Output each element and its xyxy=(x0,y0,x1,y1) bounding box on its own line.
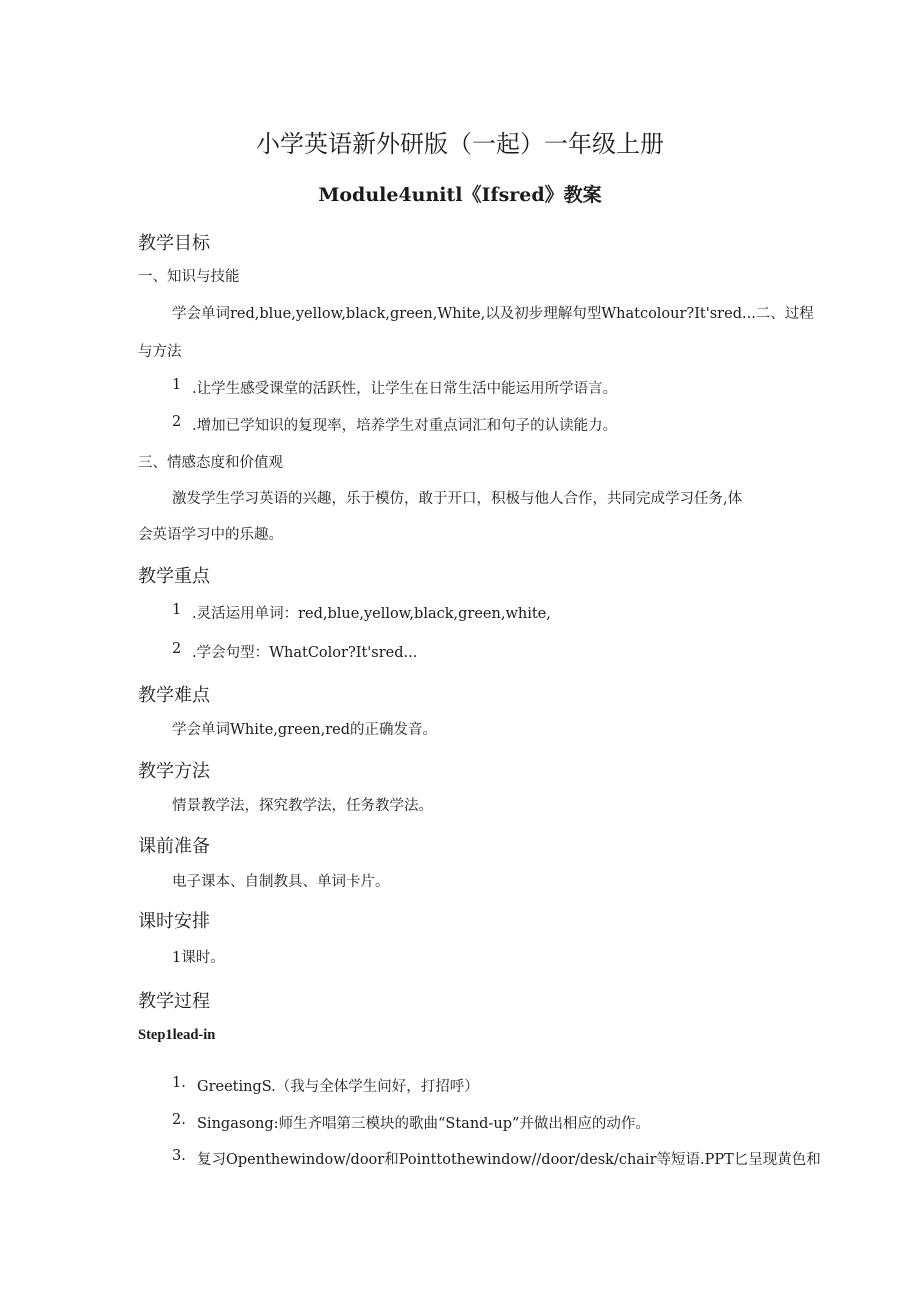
schedule-text: 1课时。 xyxy=(172,950,225,966)
objectives-part1-text-line1: 学会单词red,blue,yellow,black,green,White,以及初步理解句型Whatcolour?It'sred...二、过程 xyxy=(172,306,814,322)
keypoints-item2-number: 2 xyxy=(172,641,182,657)
document-subtitle: Module4unitl《Ifsred》教案 xyxy=(318,184,602,206)
objectives-item2-text: .增加已学知识的复现率，培养学生对重点词汇和句子的认读能力。 xyxy=(192,418,618,434)
process-item-3-text: 复习Openthewindow/door和Pointtothewindow//door/desk/chair等短语.PPT匕呈现黄色和 xyxy=(197,1152,821,1168)
objectives-item1-number: 1 xyxy=(172,377,182,393)
heading-difficulties: 教学难点 xyxy=(138,685,210,706)
objectives-part1-text-line2: 与方法 xyxy=(138,344,182,360)
methods-text: 情景教学法，探究教学法，任务教学法。 xyxy=(172,798,433,814)
keypoints-item2-text: .学会句型：WhatColor?It'sred... xyxy=(192,645,418,661)
preparation-text: 电子课本、自制教具、单词卡片。 xyxy=(172,874,390,890)
heading-preparation: 课前准备 xyxy=(138,836,210,857)
objectives-part3-heading: 三、情感态度和价值观 xyxy=(138,455,283,471)
heading-schedule: 课时安排 xyxy=(138,911,210,932)
objectives-part3-text-line2: 会英语学习中的乐趣。 xyxy=(138,527,283,543)
difficulties-text: 学会单词White,green,red的正确发音。 xyxy=(172,722,438,738)
keypoints-item1-number: 1 xyxy=(172,602,182,618)
heading-objectives: 教学目标 xyxy=(138,233,210,254)
process-item-1-number: 1. xyxy=(172,1075,186,1091)
objectives-item2-number: 2 xyxy=(172,414,182,430)
objectives-item1-text: .让学生感受课堂的活跃性，让学生在日常生活中能运用所学语言。 xyxy=(192,381,618,397)
process-item-2-text: Singasong:师生齐唱第三模块的歌曲“Stand-up”并做出相应的动作。 xyxy=(197,1116,650,1132)
step-title: Step1lead-in xyxy=(138,1027,216,1043)
keypoints-item1-text: .灵活运用单词：red,blue,yellow,black,green,white, xyxy=(192,606,551,622)
objectives-part3-text-line1: 激发学生学习英语的兴趣，乐于模仿，敢于开口，积极与他人合作，共同完成学习任务,体 xyxy=(172,491,743,507)
heading-keypoints: 教学重点 xyxy=(138,566,210,587)
process-item-1-text: GreetingS.（我与全体学生问好，打招呼） xyxy=(197,1079,479,1095)
document-title: 小学英语新外研版（一起）一年级上册 xyxy=(256,130,664,158)
process-item-3-number: 3. xyxy=(172,1148,186,1164)
heading-process: 教学过程 xyxy=(138,991,210,1012)
objectives-part1-heading: 一、知识与技能 xyxy=(138,269,240,285)
process-item-2-number: 2. xyxy=(172,1112,186,1128)
heading-methods: 教学方法 xyxy=(138,761,210,782)
